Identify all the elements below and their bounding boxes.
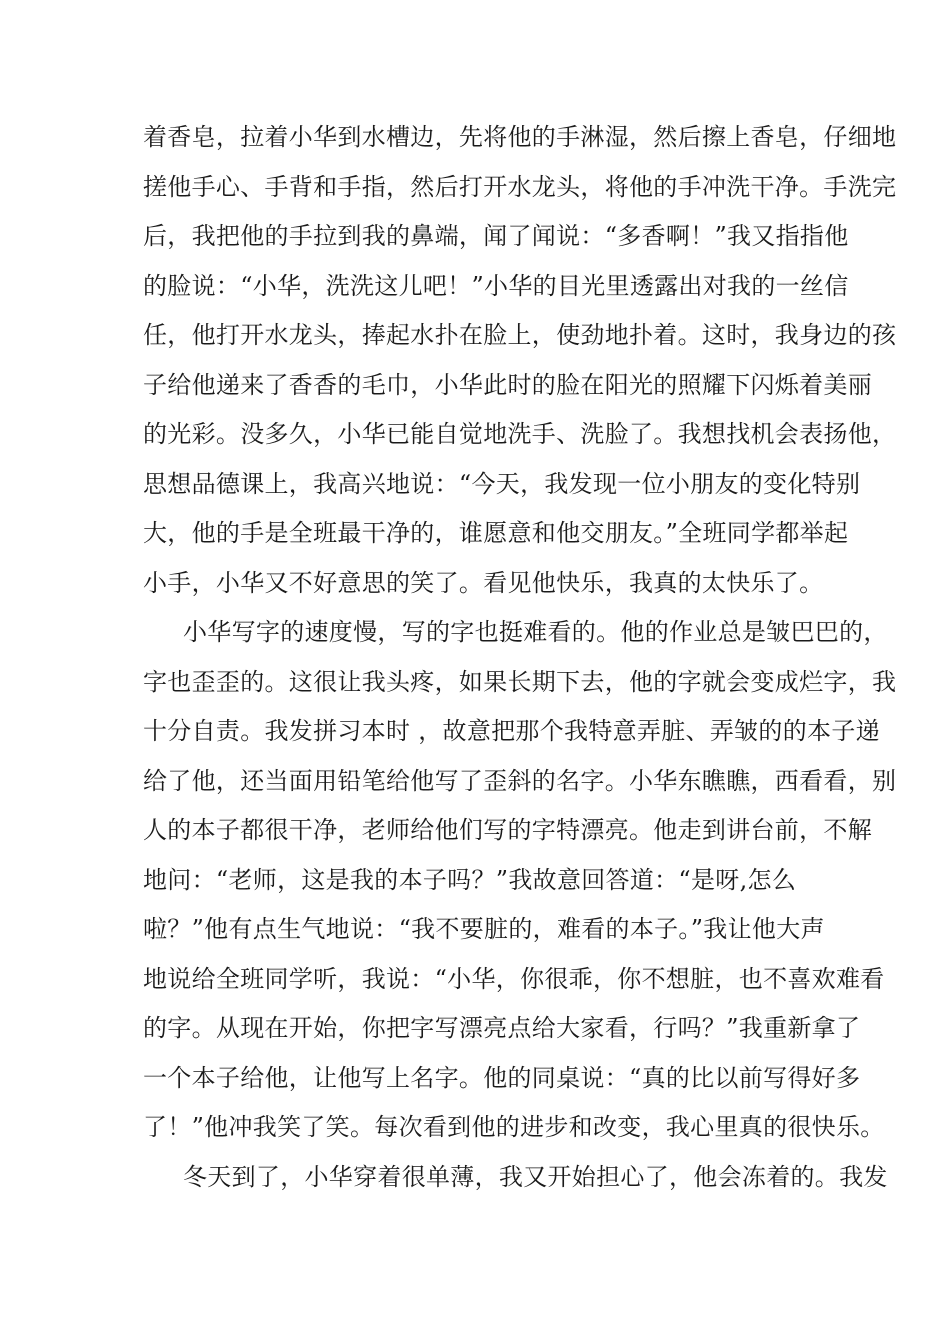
text-line: 的光彩。没多久，小华已能自觉地洗手、洗脸了。我想找机会表扬他， (143, 420, 897, 448)
text-line: 的字。从现在开始，你把字写漂亮点给大家看，行吗？”我重新拿了 (143, 1014, 861, 1042)
text-line: 的脸说：“小华，洗洗这儿吧！”小华的目光里透露出对我的一丝信 (143, 271, 849, 300)
text-line: 搓他手心、手背和手指，然后打开水龙头，将他的手冲洗干净。手洗完 (143, 172, 897, 201)
text-line: 地问：“老师，这是我的本子吗？”我故意回答道：“是呀,怎么 (143, 865, 797, 894)
text-line: 人的本子都很干净，老师给他们写的字特漂亮。他走到讲台前，不解 (143, 816, 872, 844)
text-line: 十分自责。我发拼习本时 ，故意把那个我特意弄脏、弄皱的的本子递 (143, 717, 880, 745)
text-line: 地说给全班同学听，我说：“小华，你很乖，你不想脏，也不喜欢难看 (143, 964, 885, 993)
paragraph-first-line: 冬天到了，小华穿着很单薄，我又开始担心了，他会冻着的。我发 (183, 1162, 888, 1191)
paragraph-first-line: 小华写字的速度慢，写的字也挺难看的。他的作业总是皱巴巴的， (183, 618, 888, 646)
text-line: 着香皂，拉着小华到水槽边，先将他的手淋湿，然后擦上香皂，仔细地 (143, 123, 897, 151)
text-line: 思想品德课上，我高兴地说：“今天，我发现一位小朋友的变化特别 (143, 469, 861, 498)
text-line: 大，他的手是全班最干净的，谁愿意和他交朋友。”全班同学都举起 (143, 519, 849, 547)
text-line: 小手，小华又不好意思的笑了。看见他快乐，我真的太快乐了。 (143, 568, 824, 597)
text-line: 子给他递来了香香的毛巾，小华此时的脸在阳光的照耀下闪烁着美丽 (143, 370, 872, 399)
text-line: 字也歪歪的。这很让我头疼，如果长期下去，他的字就会变成烂字，我 (143, 667, 897, 696)
body-text (143, 113, 897, 1202)
text-line: 给了他，还当面用铅笔给他写了歪斜的名字。小华东瞧瞧，西看看，别 (143, 766, 897, 795)
text-line: 了！”他冲我笑了笑。每次看到他的进步和改变，我心里真的很快乐。 (143, 1113, 885, 1141)
text-line: 一个本子给他，让他写上名字。他的同桌说：“真的比以前写得好多 (143, 1063, 861, 1092)
text-line: 后，我把他的手拉到我的鼻端，闻了闻说：“多香啊！”我又指指他 (143, 222, 849, 250)
text-line: 任，他打开水龙头，捧起水扑在脸上，使劲地扑着。这时，我身边的孩 (143, 321, 897, 349)
text-line: 啦？”他有点生气地说：“我不要脏的，难看的本子。”我让他大声 (143, 915, 825, 943)
